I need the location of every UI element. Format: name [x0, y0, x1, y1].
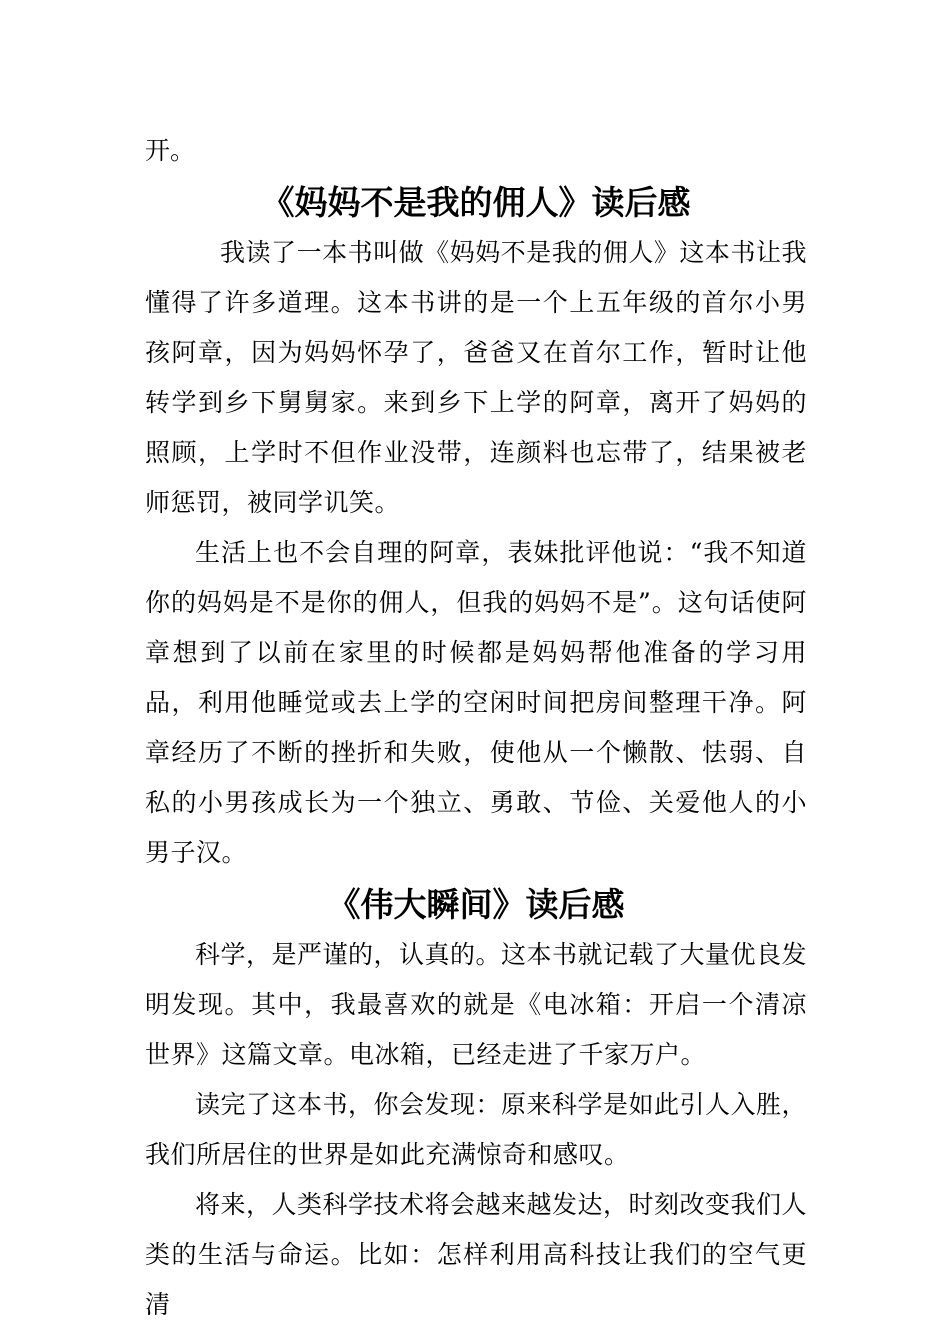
document-body	[145, 126, 807, 1330]
section-paragraph: 读完了这本书，你会发现：原来科学是如此引人入胜，我们所居住的世界是如此充满惊奇和感叹。	[145, 1090, 808, 1169]
section-paragraph: 生活上也不会自理的阿章，表妹批评他说：“我不知道你的妈妈是不是你的佣人，但我的妈妈不是”。这句话使阿章想到了以前在家里的时候都是妈妈帮他准备的学习用品，利用他睡觉或去上学的空闲时间把房间整理干净。阿章经历了不断的挫折和失败，使他从一个懒散、怯弱、自私的小男孩成长为一个独立、勇敢、节俭、关爱他人的小男子汉。	[145, 538, 807, 867]
section-title-great-moments: 《伟大瞬间》读后感	[327, 885, 625, 924]
carry-over-text: 开。	[145, 136, 196, 165]
section-paragraph: 科学，是严谨的，认真的。这本书就记载了大量优良发明发现。其中，我最喜欢的就是《电冰箱：开启一个清凉世界》这篇文章。电冰箱，已经走进了千家万户。	[145, 940, 808, 1069]
section-title-mama: 《妈妈不是我的佣人》读后感	[261, 183, 691, 222]
section-paragraph: 我读了一本书叫做《妈妈不是我的佣人》这本书让我懂得了许多道理。这本书讲的是一个上五年级的首尔小男孩阿章，因为妈妈怀孕了，爸爸又在首尔工作，暂时让他转学到乡下舅舅家。来到乡下上学的阿章，离开了妈妈的照顾，上学时不但作业没带，连颜料也忘带了，结果被老师惩罚，被同学讥笑。	[145, 238, 807, 517]
section-paragraph: 将来，人类科学技术将会越来越发达，时刻改变我们人类的生活与命运。比如：怎样利用高科技让我们的空气更清	[145, 1190, 808, 1319]
